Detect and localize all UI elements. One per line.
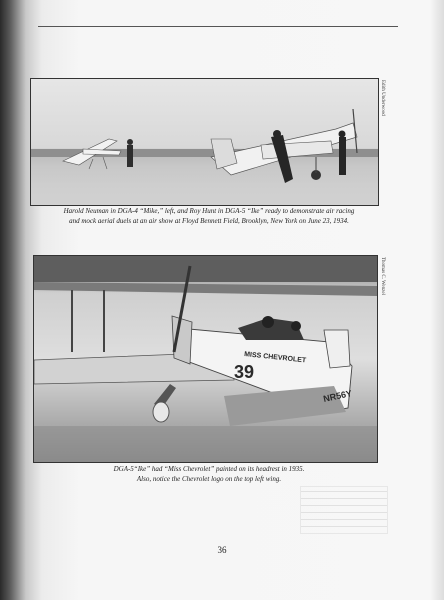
photo-caption-2 <box>40 464 378 484</box>
photo-caption-1 <box>40 206 378 226</box>
page-number: 36 <box>217 545 227 555</box>
caption-2-line-2: Also, notice the Chevrolet logo on the top left wing. <box>136 475 282 483</box>
headrest-lettering: MISS CHEVROLET <box>243 351 307 365</box>
tarmac <box>31 183 378 205</box>
photo-credit-1: Edith Underwood <box>380 80 385 116</box>
photo-credit-2: Thomas C. Wenzel <box>380 257 385 295</box>
caption-1-line-2: and mock aerial duels at an air show at Floyd Bennett Field, Brooklyn, New York on June 23, 1934. <box>69 217 349 225</box>
pilot-head <box>262 316 274 328</box>
wheel <box>153 402 169 422</box>
registration-mark: NR56Y <box>322 388 353 404</box>
upper-wing-edge <box>34 282 377 296</box>
upper-wing <box>34 256 377 282</box>
faint-bleed-through-mark <box>300 486 388 534</box>
caption-2-line-1: DGA-5“Ike” had “Miss Chevrolet” painted on its headrest in 1935. <box>113 465 305 473</box>
aircraft-number: 39 <box>234 362 255 382</box>
caption-1-line-1: Harold Neuman in DGA-4 “Mike,” left, and Roy Hunt in DGA-5 “Ike” ready to demonstrate air racing <box>63 207 355 215</box>
shadow-under-plane <box>224 386 346 426</box>
photo-miss-chevrolet-drawing <box>34 256 377 462</box>
passenger-head <box>291 321 301 331</box>
photo-airfield <box>30 78 379 206</box>
person-left <box>127 139 133 167</box>
person-right <box>339 131 347 176</box>
photo-airfield-drawing <box>31 79 378 205</box>
hangar-floor <box>34 426 377 462</box>
photo-miss-chevrolet <box>33 255 378 463</box>
top-rule <box>38 26 398 27</box>
